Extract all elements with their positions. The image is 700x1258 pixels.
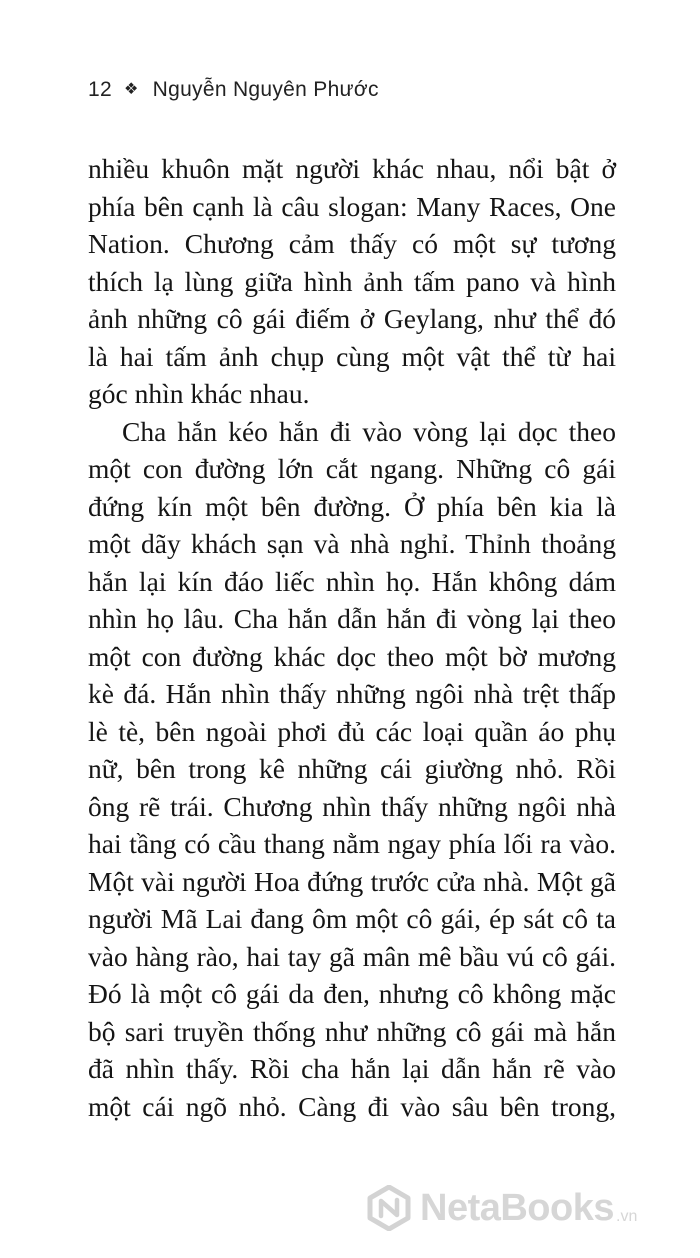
text-line: đã nhìn thấy. Rồi cha hắn lại dẫn hắn rẽ vào xyxy=(88,1053,616,1084)
body-text xyxy=(88,150,616,1125)
watermark-brand: NetaBooks xyxy=(420,1186,614,1229)
text-line: đứng kín một bên đường. Ở phía bên kia là xyxy=(88,490,616,522)
text-line: Đó là một cô gái da đen, nhưng cô không mặc xyxy=(88,978,616,1009)
watermark-suffix: .vn xyxy=(616,1208,638,1225)
text-line: nhiều khuôn mặt người khác nhau, nổi bật ở xyxy=(88,153,616,184)
text-line: thích lạ lùng giữa hình ảnh tấm pano và hình xyxy=(88,265,616,297)
page-number: 12 xyxy=(88,78,112,101)
netabooks-logo-icon xyxy=(366,1185,412,1231)
text-line: ảnh những cô gái điếm ở Geylang, như thể đó xyxy=(88,303,616,334)
text-line: vào hàng rào, hai tay gã mân mê bầu vú cô gái. xyxy=(88,940,616,972)
ornament-icon: ❖ xyxy=(123,81,139,98)
text-line: một con đường lớn cắt ngang. Những cô gái xyxy=(88,453,616,484)
text-line: một cái ngõ nhỏ. Càng đi vào sâu bên trong, xyxy=(88,1090,616,1122)
text-line: là hai tấm ảnh chụp cùng một vật thể từ hai xyxy=(88,340,616,372)
running-header xyxy=(88,72,379,108)
watermark xyxy=(366,1180,637,1236)
text-line: một con đường khác dọc theo một bờ mương xyxy=(88,640,616,672)
text-line: hai tầng có cầu thang nằm ngay phía lối ra vào. xyxy=(88,828,616,859)
text-line: Nation. Chương cảm thấy có một sự tương xyxy=(88,228,616,259)
text-line: bộ sari truyền thống như những cô gái mà hắn xyxy=(88,1015,616,1047)
text-line: Một vài người Hoa đứng trước cửa nhà. Một gã xyxy=(88,865,616,897)
text-line: lè tè, bên ngoài phơi đủ các loại quần áo phụ xyxy=(88,715,616,747)
text-line: nhìn họ lâu. Cha hắn dẫn hắn đi vòng lại theo xyxy=(88,603,616,634)
text-line: một dãy khách sạn và nhà nghỉ. Thỉnh thoảng xyxy=(88,528,616,559)
text-line: ông rẽ trái. Chương nhìn thấy những ngôi nhà xyxy=(88,790,616,822)
author-name: Nguyễn Nguyên Phước xyxy=(152,78,379,101)
text-line: kè đá. Hắn nhìn thấy những ngôi nhà trệt thấp xyxy=(88,678,616,709)
text-line: nữ, bên trong kê những cái giường nhỏ. Rồi xyxy=(88,753,616,784)
paragraph-start-line: Cha hắn kéo hắn đi vào vòng lại dọc theo xyxy=(122,415,616,447)
text-line: hắn lại kín đáo liếc nhìn họ. Hắn không dám xyxy=(88,565,616,597)
text-line: góc nhìn khác nhau. xyxy=(88,378,310,409)
text-line: phía bên cạnh là câu slogan: Many Races, One xyxy=(88,190,616,222)
text-line: người Mã Lai đang ôm một cô gái, ép sát cô ta xyxy=(88,903,616,934)
